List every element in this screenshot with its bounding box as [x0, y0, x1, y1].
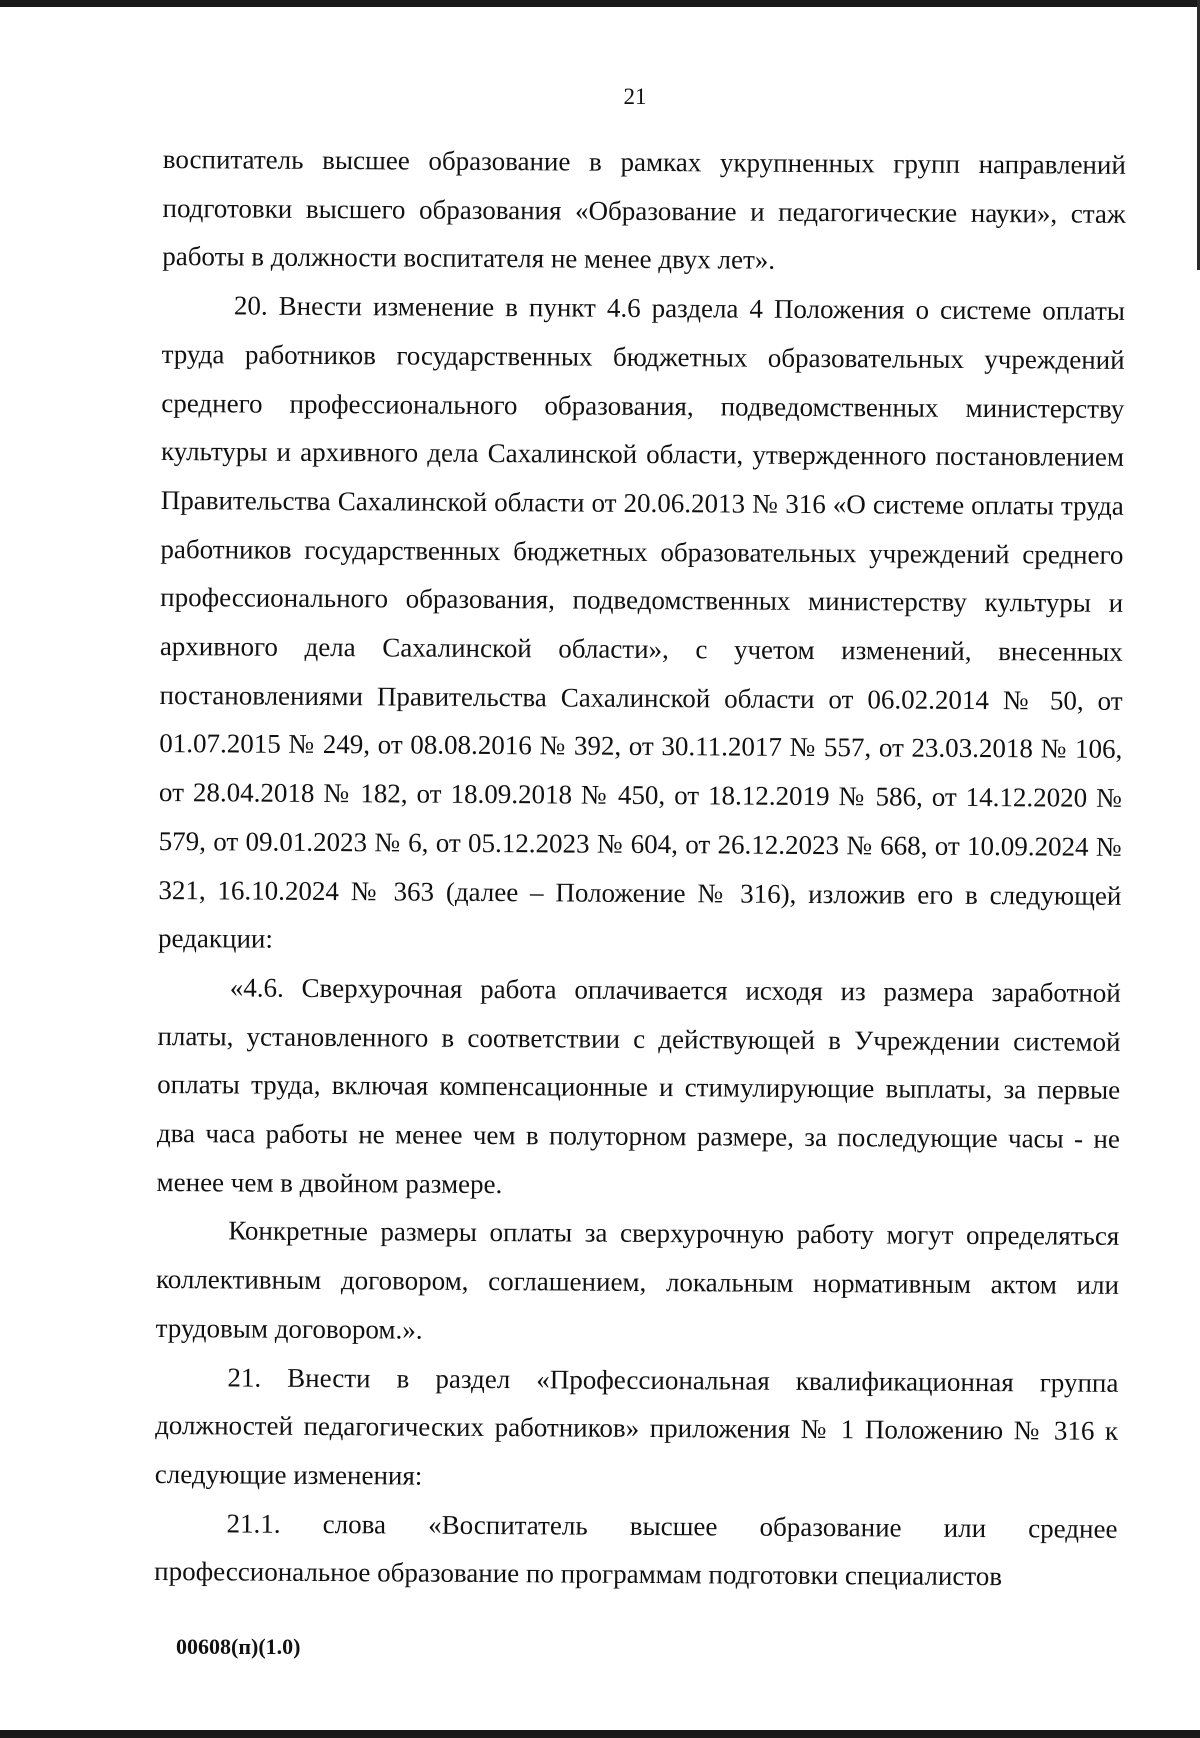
- document-body: [154, 135, 1126, 1602]
- page-number: 21: [623, 84, 647, 109]
- paragraph-item-21: 21. Внести в раздел «Профессиональная квалификационная группа должностей педагогических работников» приложения № 1 Положению № 316 к следующие изменения:: [154, 1361, 1119, 1491]
- paragraph-continuation: воспитатель высшее образование в рамках укрупненных групп направлений подготовки высшего образования «Образование и педагогические науки», стаж работы в должности воспитателя не менее двух лет».: [162, 143, 1126, 276]
- document-code: 00608(п)(1.0): [176, 1634, 301, 1659]
- page-bottom-border: [0, 1730, 1200, 1738]
- paragraph-overtime-rates: Конкретные размеры оплаты за сверхурочную работу могут определяться коллективным договором, соглашением, локальным нормативным актом или трудовым договором.».: [155, 1215, 1120, 1345]
- paragraph-item-20: 20. Внести изменение в пункт 4.6 раздела 4 Положения о системе оплаты труда работников государственных бюджетных образовательных учреждений среднего профессионального образования, подведомственных министерству культуры и архивного дела Сахалинской области, утвержденного постановлением Правительства Сахалинской области от 20.06.2013 № 316 «О системе оплаты труда работников государственных бюджетных образовательных учреждений среднего профессионального образования, подведомственных министерству культуры и архивного дела Сахалинской области», с учетом изменений, внесенных постановлениями Правительства Сахалинской области от 06.02.2014 № 50, от 01.07.2015 № 249, от 08.08.2016 № 392, от 30.11.2017 № 557, от 23.03.2018 № 106, от 28.04.2018 № 182, от 18.09.2018 № 450, от 18.12.2019 № 586, от 14.12.2020 № 579, от 09.01.2023 № 6, от 05.12.2023 № 604, от 26.12.2023 № 668, от 10.09.2024 № 321, 16.10.2024 № 363 (далее – Положение № 316), изложив его в следующей редакции:: [158, 290, 1126, 954]
- page-top-border: [0, 0, 1200, 7]
- paragraph-item-21-1: 21.1. слова «Воспитатель высшее образование или среднее профессиональное образование по программам подготовки специалистов: [154, 1508, 1118, 1592]
- paragraph-quote-4-6: «4.6. Сверхурочная работа оплачивается исходя из размера заработной платы, установленного в соответствии с действующей в Учреждении системой оплаты труда, включая компенсационные и стимулирующие выплаты, за первые два часа работы не менее чем в полуторном размере, за последующие часы - не менее чем в двойном размере.: [156, 972, 1121, 1199]
